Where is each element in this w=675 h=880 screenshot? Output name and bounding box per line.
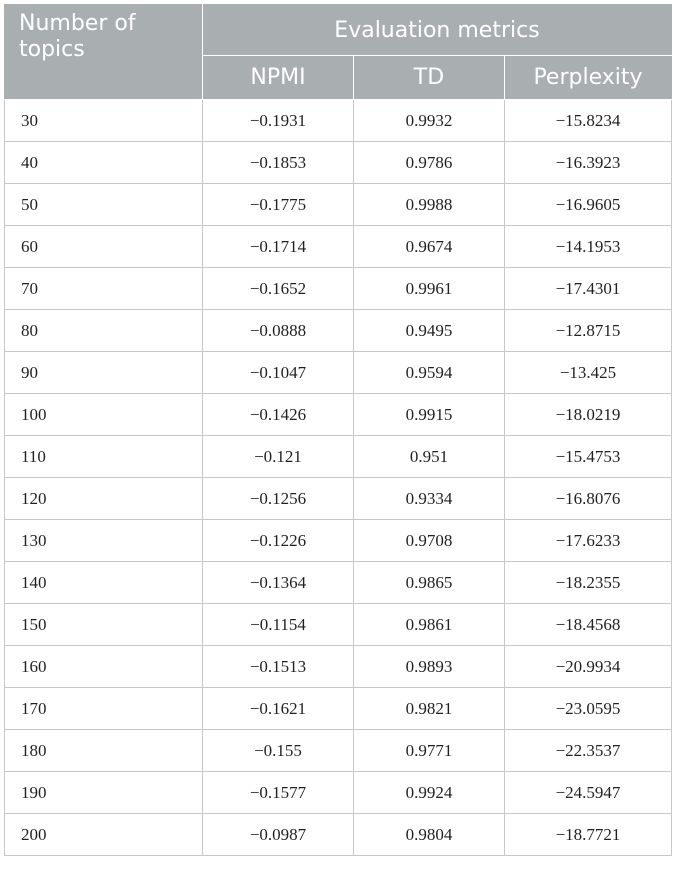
perplexity-cell: −13.425: [505, 352, 672, 394]
table-row: [5, 436, 672, 478]
td-cell: 0.9495: [354, 310, 505, 352]
td-cell: 0.9893: [354, 646, 505, 688]
number-of-topics-cell: 70: [5, 268, 203, 310]
npmi-cell: −0.1226: [203, 520, 354, 562]
npmi-cell: −0.121: [203, 436, 354, 478]
npmi-cell: −0.0987: [203, 814, 354, 856]
npmi-header: NPMI: [203, 56, 354, 100]
table-row: [5, 268, 672, 310]
perplexity-cell: −15.8234: [505, 100, 672, 142]
number-of-topics-header: Number of topics: [5, 5, 203, 100]
table-row: [5, 688, 672, 730]
table-row: [5, 772, 672, 814]
npmi-cell: −0.1577: [203, 772, 354, 814]
td-cell: 0.9674: [354, 226, 505, 268]
npmi-cell: −0.1931: [203, 100, 354, 142]
perplexity-cell: −12.8715: [505, 310, 672, 352]
number-of-topics-cell: 80: [5, 310, 203, 352]
td-cell: 0.9988: [354, 184, 505, 226]
table-row: [5, 520, 672, 562]
evaluation-metrics-table: [4, 4, 672, 856]
number-of-topics-cell: 150: [5, 604, 203, 646]
npmi-cell: −0.1513: [203, 646, 354, 688]
number-of-topics-cell: 160: [5, 646, 203, 688]
number-of-topics-cell: 40: [5, 142, 203, 184]
number-of-topics-cell: 90: [5, 352, 203, 394]
td-cell: 0.9932: [354, 100, 505, 142]
table-header: [5, 5, 672, 100]
npmi-cell: −0.0888: [203, 310, 354, 352]
table-row: [5, 226, 672, 268]
table-row: [5, 394, 672, 436]
npmi-cell: −0.1714: [203, 226, 354, 268]
npmi-cell: −0.1775: [203, 184, 354, 226]
perplexity-header: Perplexity: [505, 56, 672, 100]
number-of-topics-cell: 30: [5, 100, 203, 142]
td-cell: 0.9865: [354, 562, 505, 604]
table-row: [5, 100, 672, 142]
number-of-topics-cell: 170: [5, 688, 203, 730]
npmi-cell: −0.1154: [203, 604, 354, 646]
npmi-cell: −0.1364: [203, 562, 354, 604]
table-row: [5, 184, 672, 226]
td-cell: 0.9786: [354, 142, 505, 184]
evaluation-metrics-header: Evaluation metrics: [203, 5, 672, 56]
table-row: [5, 352, 672, 394]
table-row: [5, 478, 672, 520]
perplexity-cell: −18.0219: [505, 394, 672, 436]
number-of-topics-cell: 50: [5, 184, 203, 226]
table-row: [5, 604, 672, 646]
number-of-topics-cell: 190: [5, 772, 203, 814]
number-of-topics-cell: 180: [5, 730, 203, 772]
perplexity-cell: −16.3923: [505, 142, 672, 184]
perplexity-cell: −14.1953: [505, 226, 672, 268]
npmi-cell: −0.1047: [203, 352, 354, 394]
number-of-topics-cell: 200: [5, 814, 203, 856]
td-cell: 0.9821: [354, 688, 505, 730]
td-cell: 0.9594: [354, 352, 505, 394]
table-row: [5, 814, 672, 856]
number-of-topics-cell: 100: [5, 394, 203, 436]
table-row: [5, 730, 672, 772]
table-row: [5, 562, 672, 604]
npmi-cell: −0.1652: [203, 268, 354, 310]
table-row: [5, 142, 672, 184]
td-cell: 0.9334: [354, 478, 505, 520]
npmi-cell: −0.1426: [203, 394, 354, 436]
table-row: [5, 310, 672, 352]
perplexity-cell: −18.4568: [505, 604, 672, 646]
number-of-topics-cell: 60: [5, 226, 203, 268]
td-cell: 0.9924: [354, 772, 505, 814]
npmi-cell: −0.1256: [203, 478, 354, 520]
number-of-topics-cell: 120: [5, 478, 203, 520]
td-cell: 0.951: [354, 436, 505, 478]
perplexity-cell: −22.3537: [505, 730, 672, 772]
perplexity-cell: −18.2355: [505, 562, 672, 604]
perplexity-cell: −17.4301: [505, 268, 672, 310]
table-body: [5, 100, 672, 856]
npmi-cell: −0.155: [203, 730, 354, 772]
number-of-topics-cell: 140: [5, 562, 203, 604]
table-row: [5, 646, 672, 688]
number-of-topics-cell: 130: [5, 520, 203, 562]
perplexity-cell: −16.8076: [505, 478, 672, 520]
perplexity-cell: −24.5947: [505, 772, 672, 814]
td-cell: 0.9771: [354, 730, 505, 772]
td-cell: 0.9961: [354, 268, 505, 310]
perplexity-cell: −18.7721: [505, 814, 672, 856]
npmi-cell: −0.1853: [203, 142, 354, 184]
td-header: TD: [354, 56, 505, 100]
perplexity-cell: −17.6233: [505, 520, 672, 562]
header-row-group: [5, 5, 672, 56]
perplexity-cell: −15.4753: [505, 436, 672, 478]
td-cell: 0.9861: [354, 604, 505, 646]
td-cell: 0.9915: [354, 394, 505, 436]
perplexity-cell: −23.0595: [505, 688, 672, 730]
td-cell: 0.9804: [354, 814, 505, 856]
npmi-cell: −0.1621: [203, 688, 354, 730]
perplexity-cell: −20.9934: [505, 646, 672, 688]
perplexity-cell: −16.9605: [505, 184, 672, 226]
td-cell: 0.9708: [354, 520, 505, 562]
number-of-topics-cell: 110: [5, 436, 203, 478]
